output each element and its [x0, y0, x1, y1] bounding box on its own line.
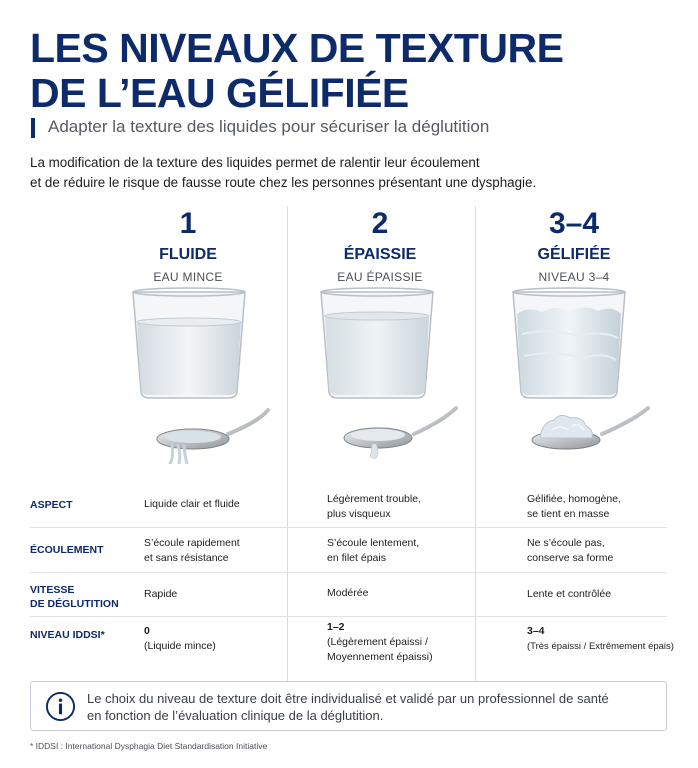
- level-subtitle: EAU ÉPAISSIE: [337, 270, 423, 284]
- level-header-3: [494, 206, 654, 285]
- cell-line: se tient en masse: [527, 508, 610, 520]
- cell-line: (Liquide mince): [144, 640, 216, 652]
- iddsi-cell-2: [327, 620, 433, 665]
- level-name: GÉLIFIÉE: [537, 246, 611, 263]
- label-line: DE DÉGLUTITION: [30, 598, 119, 610]
- cell-line: Moyennement épaissi): [327, 651, 433, 663]
- level-header-2: [300, 206, 460, 285]
- info-circle-icon: [45, 691, 76, 722]
- ecoulement-cell-3: [527, 536, 613, 566]
- level-number: 1: [179, 207, 197, 240]
- aspect-cell-1: Liquide clair et fluide: [144, 498, 240, 510]
- cell-line: en filet épais: [327, 552, 386, 564]
- ecoulement-cell-1: [144, 536, 240, 566]
- cell-line: conserve sa forme: [527, 552, 614, 564]
- footnote: * IDDSI : International Dysphagia Diet Standardisation Initiative: [30, 741, 268, 751]
- title-line-1: LES NIVEAUX DE TEXTURE: [30, 25, 564, 71]
- cell-line: 3–4: [527, 625, 545, 637]
- subtitle: Adapter la texture des liquides pour sécuriser la déglutition: [48, 117, 490, 136]
- level-subtitle: EAU MINCE: [153, 270, 223, 284]
- cell-line: S’écoule lentement,: [327, 537, 420, 549]
- level-name: ÉPAISSIE: [343, 246, 417, 263]
- intro-paragraph: [30, 153, 670, 193]
- note-line-1: Le choix du niveau de texture doit être individualisé et validé par un professionnel de santé: [87, 691, 609, 706]
- note-line-2: en fonction de l’évaluation clinique de la déglutition.: [87, 708, 384, 723]
- vitesse-cell-3: Lente et contrôlée: [527, 588, 612, 600]
- glass-gel-water-illustration: [498, 284, 688, 464]
- cell-line: et sans résistance: [144, 552, 229, 564]
- level-header-1: [108, 206, 268, 285]
- cell-line: (Légèrement épaissi /: [327, 636, 428, 648]
- cell-line: plus visqueux: [327, 508, 391, 520]
- glass-thin-water-illustration: [118, 284, 308, 464]
- intro-line-1: La modification de la texture des liquides permet de ralentir leur écoulement: [30, 155, 480, 170]
- level-name: FLUIDE: [159, 246, 217, 263]
- intro-line-2: et de réduire le risque de fausse route chez les personnes présentant une dysphagie.: [30, 175, 537, 190]
- iddsi-cell-3: [527, 624, 674, 654]
- cell-line: (Très épaissi / Extrêmement épais): [527, 641, 674, 652]
- cell-line: 0: [144, 625, 150, 637]
- subtitle-accent-bar: [31, 118, 35, 138]
- info-note-box: [30, 681, 667, 731]
- row-label-vitesse: [30, 583, 119, 611]
- aspect-cell-2: [327, 492, 421, 522]
- iddsi-cell-1: [144, 624, 216, 654]
- row-label-aspect: ASPECT: [30, 499, 73, 511]
- cell-line: 1–2: [327, 621, 345, 633]
- row-divider: [30, 527, 667, 528]
- row-divider: [30, 572, 667, 573]
- page-title: [30, 26, 670, 116]
- cell-line: S’écoule rapidement: [144, 537, 240, 549]
- row-label-ecoulement: ÉCOULEMENT: [30, 544, 104, 556]
- aspect-cell-3: [527, 492, 621, 522]
- vitesse-cell-2: Modérée: [327, 587, 369, 599]
- row-divider: [30, 616, 667, 617]
- level-number: 3–4: [548, 207, 600, 240]
- glass-thickened-water-illustration: [306, 284, 496, 464]
- level-number: 2: [371, 207, 389, 240]
- cell-line: Gélifiée, homogène,: [527, 493, 621, 505]
- title-line-2: DE L’EAU GÉLIFIÉE: [30, 70, 409, 116]
- label-line: VITESSE: [30, 584, 75, 596]
- vitesse-cell-1: Rapide: [144, 588, 178, 600]
- info-note-text: [87, 690, 609, 724]
- ecoulement-cell-2: [327, 536, 419, 566]
- cell-line: Ne s’écoule pas,: [527, 537, 605, 549]
- cell-line: Légèrement trouble,: [327, 493, 421, 505]
- row-label-iddsi: NIVEAU IDDSI*: [30, 629, 105, 641]
- level-subtitle: NIVEAU 3–4: [538, 270, 610, 284]
